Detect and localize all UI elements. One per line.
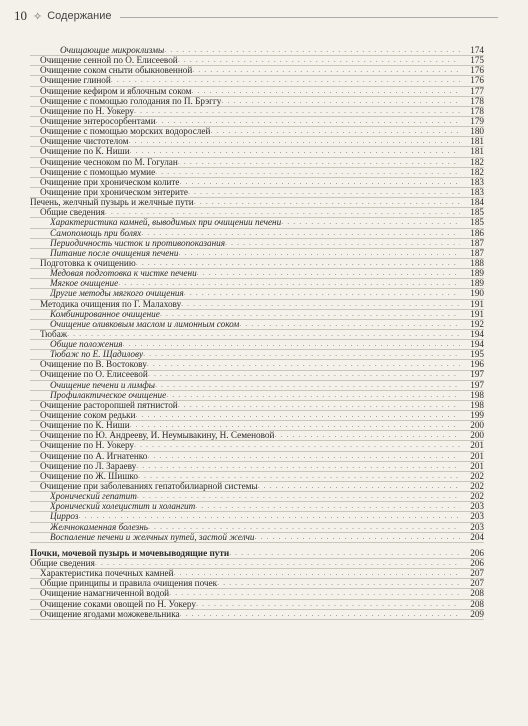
toc-entry-title: Мягкое очищение [50,278,119,289]
toc-entry-page: 189 [470,268,484,279]
leader-dots [105,207,460,217]
leader-dots [155,167,460,177]
leader-dots [111,75,460,85]
toc-entry-title: Очищение по Л. Зараеву [40,460,137,471]
leader-dots [160,309,460,319]
leader-dots [181,299,460,309]
leader-dots [147,359,460,369]
toc-entry-page: 201 [470,450,484,461]
leader-dots [192,65,460,75]
toc-entry-title: Очищение кефиром и яблочным соком [40,85,192,96]
leader-dots [147,451,460,461]
toc-entry-title: Очищение по К. Ниши [40,146,130,157]
leader-dots [197,268,460,278]
toc-entry-title: Очищение соками овощей по Н. Уокеру [40,598,196,609]
toc-entry-title: Очищение по Ю. Андрееву, И. Неумывакину, Н. Семеновой [40,430,275,441]
leader-dots [123,339,460,349]
toc-entry-title: Тюбаж по Е. Щадилову [50,349,144,360]
leader-dots [195,501,460,511]
toc-entry-title: Очищение при заболеваниях гепатобилиарной системы [40,481,258,492]
toc-entry-title: Очищение по В. Востокову [40,359,147,370]
toc-entry-title: Медовая подготовка к чистке печени [50,268,197,279]
leader-dots [137,491,460,501]
toc-entry-page: 187 [470,237,484,248]
leader-dots [128,136,460,146]
toc-entry-title: Желчнокаменная болезнь [50,521,148,532]
leader-dots [138,471,460,481]
leader-dots [67,329,460,339]
toc-entry-title: Цирроз [50,511,79,522]
toc-entry-page: 181 [470,146,484,157]
toc-entry-page: 180 [470,126,484,137]
leader-dots [258,481,460,491]
leader-dots [217,578,460,588]
toc-entry-title: Самопомощь при болях [50,227,142,238]
toc-entry-page: 195 [470,349,484,360]
toc-entry-page: 204 [470,531,484,542]
toc-entry-title: Очищение по А. Игнатенко [40,450,148,461]
toc-entry-title: Очищение с помощью морских водорослей [40,126,211,137]
page-header [14,6,498,26]
leader-dots [180,609,460,619]
toc-entry-title: Общие сведения [40,207,105,218]
toc-entry-title: Другие методы мягкого очищения [50,288,184,299]
toc-entry-page: 206 [470,547,484,558]
toc-entry-page: 199 [470,410,484,421]
leader-dots [155,380,460,390]
toc-entry-title: Очищение соком редьки [40,410,136,421]
toc-entry-title: Общие положения [50,339,123,350]
leader-dots [194,197,460,207]
toc-entry-title: Очищение по О. Елисеевой [40,369,148,380]
toc-entry-page: 188 [470,257,484,268]
toc-entry-page: 200 [470,420,484,431]
leader-dots [134,106,460,116]
toc-entry-page: 208 [470,588,484,599]
toc-entry-page: 202 [470,481,484,492]
toc-entry-page: 185 [470,217,484,228]
toc-entry-page: 197 [470,369,484,380]
leader-dots [210,126,460,136]
leader-dots [164,45,460,55]
toc-entry-title: Очищение по К. Ниши [40,420,130,431]
toc-entry-title: Очищение глиной [40,75,111,86]
toc-entry-title: Общие принципы и правила очищения почек [40,578,218,589]
leader-dots [134,440,460,450]
toc-entry-title: Очищение чесноком по М. Гогулан [40,156,178,167]
toc-entry-page: 207 [470,578,484,589]
toc-entry-page: 208 [470,598,484,609]
toc-entry-page: 174 [470,44,484,55]
leader-dots [95,558,460,568]
toc-entry-page: 189 [470,278,484,289]
leader-dots [221,96,460,106]
toc-entry-page: 179 [470,115,484,126]
leader-dots [78,511,460,521]
toc-entry-title: Очищение чистотелом [40,136,129,147]
toc-entry-page: 194 [470,328,484,339]
leader-dots [239,319,460,329]
toc-entry-title: Характеристика камней, выводимых при очищении печени [50,217,282,228]
toc-entry-title: Очищение оливковым маслом и лимонным соком [50,318,240,329]
toc-entry-page: 186 [470,227,484,238]
leader-dots [229,548,460,558]
leader-dots [141,228,460,238]
running-title: Содержание [47,10,112,22]
toc-entry-page: 178 [470,105,484,116]
toc-entry-page: 184 [470,197,484,208]
toc-entry-title: Тюбаж [40,328,68,339]
toc-entry-page: 182 [470,156,484,167]
leader-dots [156,116,460,126]
toc-entry-page: 190 [470,288,484,299]
toc-entry-page: 192 [470,318,484,329]
toc-entry-title: Подготовка к очищению [40,257,136,268]
toc-entry-page: 191 [470,298,484,309]
toc-entry-page: 182 [470,166,484,177]
toc-entry-page: 203 [470,501,484,512]
toc-entry-title: Периодичность чисток и противопоказания [50,237,226,248]
toc-entry-title: Методика очищения по Г. Малахову [40,298,182,309]
leader-dots [166,390,460,400]
leader-dots [179,177,460,187]
toc-entry-page: 207 [470,568,484,579]
toc-entry-page: 176 [470,65,484,76]
leader-dots [184,288,460,298]
leader-dots [178,248,460,258]
toc-entry-page: 196 [470,359,484,370]
page-number: 10 [14,8,27,23]
toc-entry-page: 175 [470,55,484,66]
toc-entry-title: Очищение энтеросорбентами [40,115,156,126]
toc-entry-page: 202 [470,491,484,502]
leader-dots [148,522,460,532]
toc-entry-title: Почки, мочевой пузырь и мочевыводящие пути [30,547,230,558]
toc-entry-title: Очищение расторопшей пятнистой [40,399,178,410]
toc-entry-page: 203 [470,521,484,532]
toc-entry-page: 206 [470,558,484,569]
toc-entry-page: 198 [470,399,484,410]
toc-entry-title: Питание после очищения печени [50,247,179,258]
toc-entry-page: 185 [470,207,484,218]
leader-dots [136,410,460,420]
leader-dots [196,599,460,609]
toc-entry-page: 201 [470,440,484,451]
toc-entry-page: 201 [470,460,484,471]
toc-entry-page: 194 [470,339,484,350]
toc-entry[interactable] [30,610,484,620]
toc-entry-title: Характеристика почечных камней [40,568,174,579]
toc-entry-title: Очищение намагниченной водой [40,588,170,599]
toc-entry-page: 197 [470,379,484,390]
toc-entry-title: Очищение при хроническом колите [40,176,180,187]
toc-entry-page: 181 [470,136,484,147]
toc-entry-title: Комбинированное очищение [50,308,160,319]
leader-dots [178,55,460,65]
toc-entry-title: Очищение соком сныти обыкновенной [40,65,193,76]
toc-entry-title: Хронический холецистит и холангит [50,501,196,512]
leader-dots [192,86,461,96]
toc-entry-title: Печень, желчный пузырь и желчные пути [30,197,194,208]
leader-dots [130,146,460,156]
toc-entry-title: Очищение сенной по О. Елисеевой [40,55,178,66]
toc-entry-title: Общие сведения [30,558,95,569]
leader-dots [136,258,460,268]
toc-entry-page: 209 [470,608,484,619]
toc-entry-page: 203 [470,511,484,522]
leader-dots [136,461,460,471]
toc-entry-title: Очищение печени и лимфы [50,379,155,390]
leader-dots [188,187,460,197]
toc-entry-title: Хронический гепатит [50,491,137,502]
toc-entry-title: Очищающие микроклизмы [60,44,165,55]
toc-entry-page: 187 [470,247,484,258]
toc-entry-page: 200 [470,430,484,441]
toc-entry-page: 177 [470,85,484,96]
leader-dots [254,532,460,542]
leader-dots [143,349,460,359]
toc-entry-title: Очищение по Н. Уокеру [40,440,135,451]
toc-entry-page: 176 [470,75,484,86]
toc-entry-title: Очищение ягодами можжевельника [40,608,180,619]
toc-entry-page: 178 [470,95,484,106]
leader-dots [118,278,460,288]
leader-dots [274,430,460,440]
toc-entry-title: Очищение по Ж. Шишко [40,470,139,481]
header-rule [120,17,498,18]
leader-dots [169,588,460,598]
toc-entry-page: 202 [470,470,484,481]
toc-entry-title: Очищение с помощью голодания по П. Брэггу [40,95,222,106]
leader-dots [174,568,460,578]
leader-dots [130,420,460,430]
toc-entry[interactable] [30,533,484,543]
leader-dots [225,238,460,248]
star-ornament-icon: ✧ [33,10,43,23]
toc-entry-title: Профилактическое очищение [50,389,167,400]
toc-entry-title: Очищение при хроническом энтерите [40,186,188,197]
toc-entry-page: 183 [470,176,484,187]
leader-dots [178,400,460,410]
toc-entry-title: Воспаление печени и желчных путей, застой желчи [50,531,255,542]
table-of-contents [30,46,484,620]
toc-entry-page: 198 [470,389,484,400]
toc-entry-title: Очищение с помощью мумие [40,166,156,177]
toc-entry-page: 191 [470,308,484,319]
leader-dots [281,217,460,227]
toc-entry-title: Очищение по Н. Уокеру [40,105,135,116]
toc-entry-page: 183 [470,186,484,197]
leader-dots [148,369,460,379]
leader-dots [178,157,460,167]
